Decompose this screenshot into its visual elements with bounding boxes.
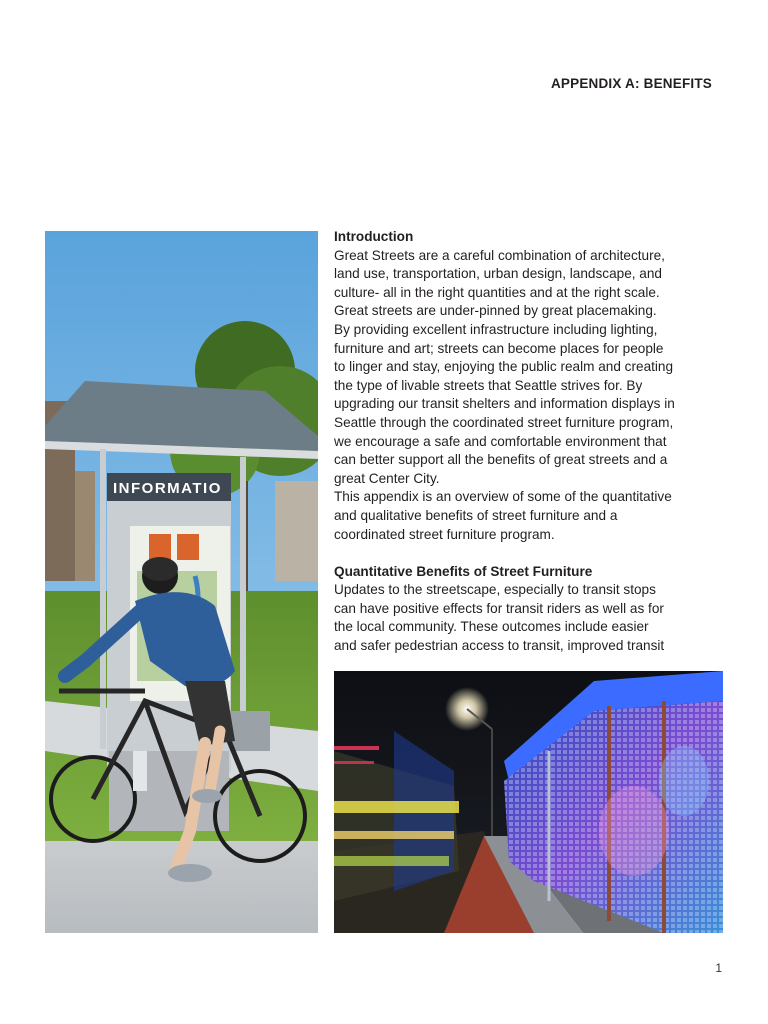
night-transit-shelter-photo xyxy=(334,671,723,933)
intro-line: Great streets are under-pinned by great placemaking. xyxy=(334,303,657,319)
intro-paragraph xyxy=(334,247,729,545)
page-header-title: APPENDIX A: BENEFITS xyxy=(550,76,712,91)
intro-line: Great Streets are a careful combination of architecture, xyxy=(334,247,665,263)
intro-line: culture- all in the right quantities and at the right scale. xyxy=(334,284,660,300)
intro-line: land use, transportation, urban design, landscape, and xyxy=(334,266,662,282)
quant-heading: Quantitative Benefits of Street Furniture xyxy=(334,563,593,579)
intro-line: By providing excellent infrastructure including lighting, xyxy=(334,321,658,337)
quant-line: and safer pedestrian access to transit, improved transit xyxy=(334,638,665,654)
intro-line: to linger and stay, enjoying the public realm and creating xyxy=(334,359,674,375)
intro-line: This appendix is an overview of some of the quantitative xyxy=(334,489,672,505)
body-text-column xyxy=(334,228,729,656)
intro-line: Seattle through the coordinated street furniture program, xyxy=(334,414,674,430)
cyclist-kiosk-illustration xyxy=(45,231,318,933)
intro-line: great Center City. xyxy=(334,470,440,486)
kiosk-sign-text: INFORMATIO xyxy=(113,480,222,497)
night-shelter-illustration xyxy=(334,671,723,933)
intro-line: the type of livable streets that Seattle strives for. By xyxy=(334,377,643,393)
intro-heading: Introduction xyxy=(334,229,414,244)
intro-line: furniture and art; streets can become places for people xyxy=(334,340,664,356)
paragraph-spacer xyxy=(334,544,729,563)
intro-line: can better support all the benefits of great streets and a xyxy=(334,452,668,468)
quant-line: Updates to the streetscape, especially to transit stops xyxy=(334,582,656,598)
quant-paragraph xyxy=(334,581,729,655)
cyclist-kiosk-photo xyxy=(45,231,318,933)
intro-line: coordinated street furniture program. xyxy=(334,526,555,542)
intro-line: we encourage a safe and comfortable environment that xyxy=(334,433,667,449)
quant-line: the local community. These outcomes include easier xyxy=(334,619,649,635)
intro-line: upgrading our transit shelters and information displays in xyxy=(334,396,675,412)
page-number: 1 xyxy=(715,961,722,975)
intro-line: and qualitative benefits of street furniture and a xyxy=(334,507,618,523)
quant-line: can have positive effects for transit riders as well as for xyxy=(334,600,664,616)
